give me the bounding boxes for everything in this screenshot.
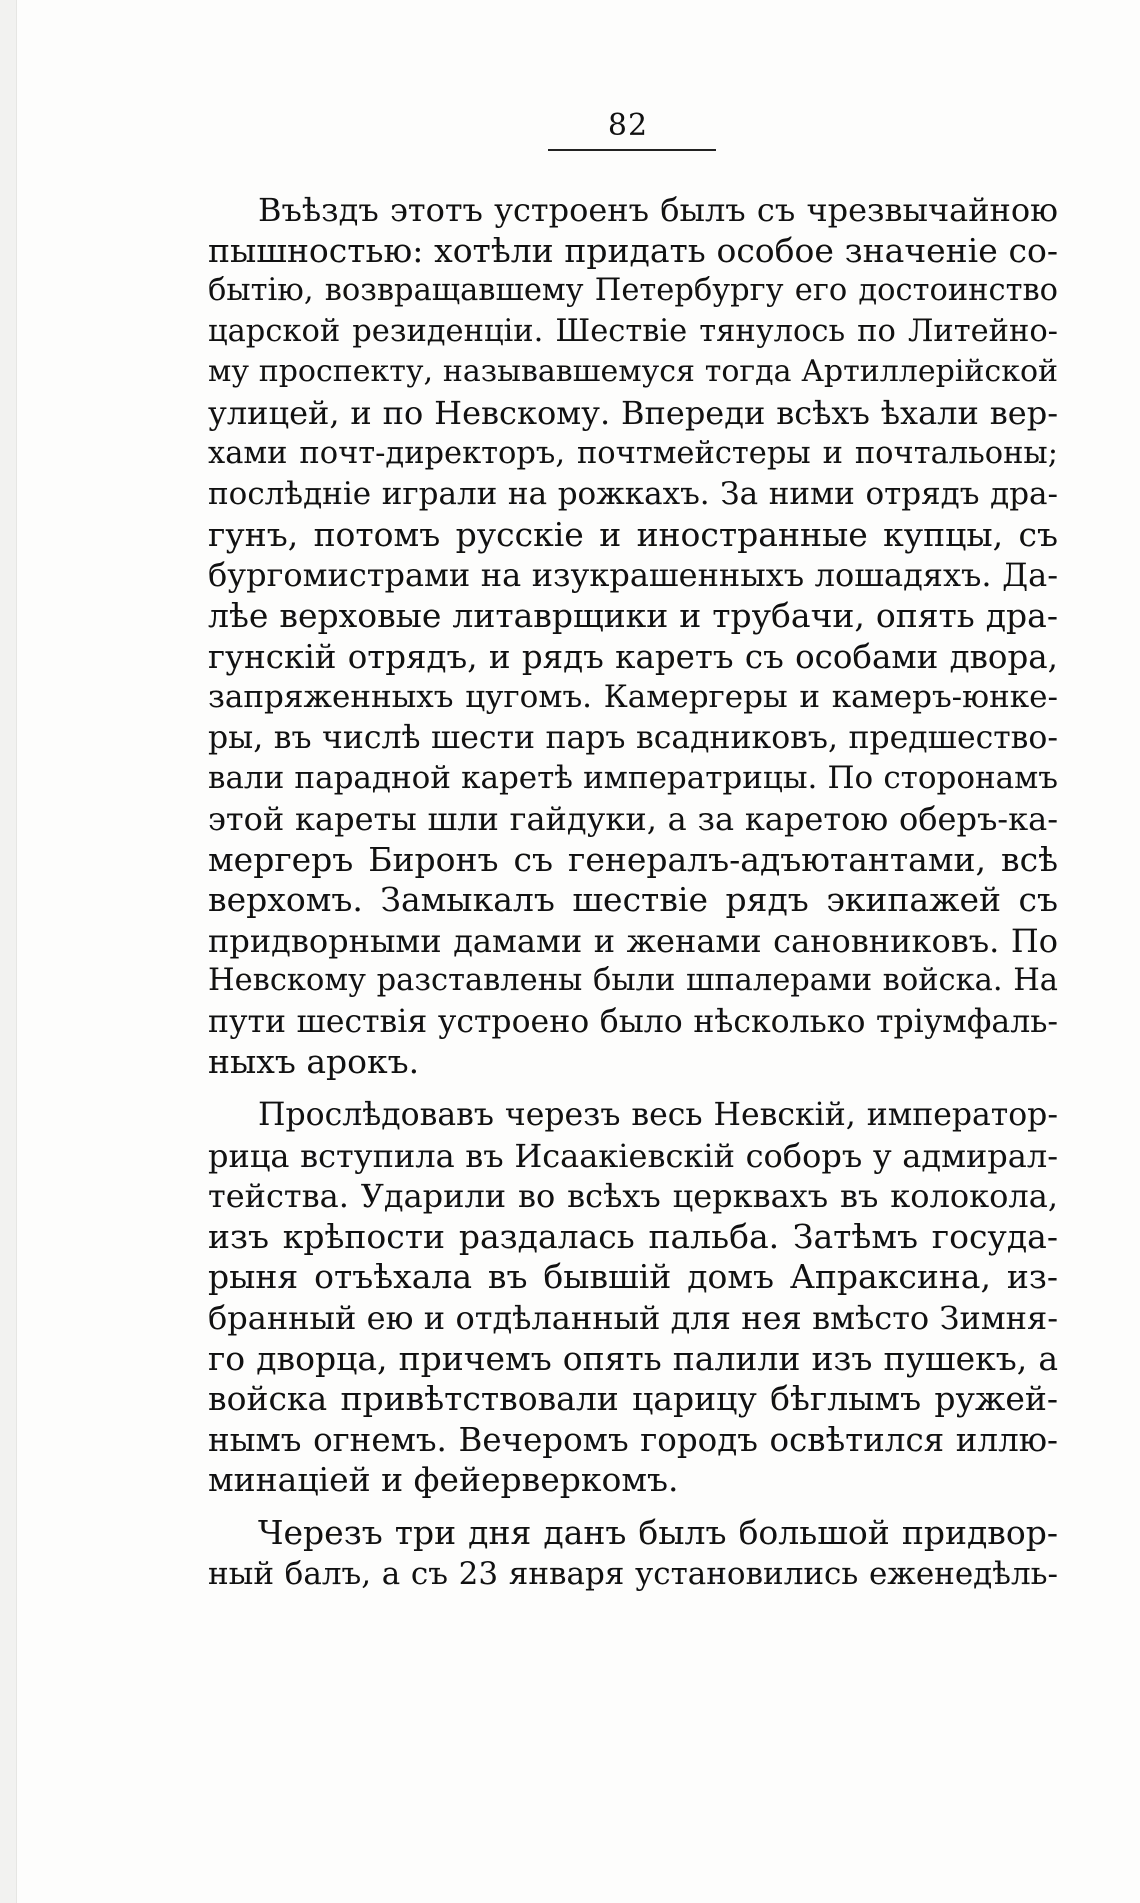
text-line: Невскому разставлены были шпалерами войска. На: [208, 963, 1058, 999]
text-line: ры, въ числѣ шести паръ всадниковъ, предшество-: [208, 719, 1058, 756]
paragraph-spacer: [208, 1501, 1058, 1513]
text-line: гунъ, потомъ русскіе и иностранные купцы, съ: [208, 514, 1058, 554]
text-line: рыня отъѣхала въ бывшій домъ Апраксина, из-: [208, 1257, 1058, 1297]
text-line: Въѣздъ этотъ устроенъ былъ съ чрезвычайною: [258, 191, 1058, 229]
text-line: рица вступила въ Исаакіевскій соборъ у адмирал-: [208, 1136, 1058, 1175]
text-line: запряженныхъ цугомъ. Камергеры и камеръ-юнке-: [208, 679, 1058, 716]
text-line: бранный ею и отдѣланный для нея вмѣсто Зимня-: [208, 1299, 1058, 1338]
text-line: минаціей и фейерверкомъ.: [208, 1460, 679, 1500]
paragraph-spacer: [208, 1083, 1058, 1095]
text-line: бургомистрами на изукрашенныхъ лошадяхъ. Да-: [208, 556, 1058, 595]
text-line: гунскій отрядъ, и рядъ каретъ съ особами двора,: [208, 637, 1058, 676]
paragraph-1: [208, 190, 1058, 1083]
text-line: этой кареты шли гайдуки, а за каретою оберъ-ка-: [208, 799, 1058, 838]
text-line: бытію, возвращавшему Петербургу его достоинство: [208, 273, 1058, 309]
text-line: тейства. Ударили во всѣхъ церквахъ въ колокола,: [208, 1177, 1058, 1216]
text-line: послѣдніе играли на рожкахъ. За ними отрядъ дра-: [208, 476, 1058, 513]
text-line: вали парадной каретѣ императрицы. По сторонамъ: [208, 760, 1058, 797]
paragraph-2: [208, 1095, 1058, 1501]
text-line: лѣе верховые литаврщики и трубачи, опять дра-: [208, 595, 1058, 635]
paragraph-3: [208, 1513, 1058, 1594]
text-line: го дворца, причемъ опять палили изъ пушекъ, а: [208, 1338, 1058, 1378]
text-line: хами почт-директоръ, почтмейстеры и почтальоны;: [208, 435, 1058, 471]
body-text: [208, 190, 1058, 1594]
text-line: му проспекту, называвшемуся тогда Артиллерійской: [208, 354, 1058, 390]
text-line: пути шествія устроено было нѣсколько тріумфаль-: [208, 1003, 1058, 1040]
text-line: придворными дамами и женами сановниковъ. По: [208, 921, 1058, 960]
text-line: Прослѣдовавъ черезъ весь Невскій, император-: [258, 1097, 1058, 1134]
page-left-edge: [0, 0, 17, 1903]
page-number-rule: [548, 149, 716, 151]
text-line: улицей, и по Невскому. Впереди всѣхъ ѣхали вер-: [208, 393, 1058, 432]
page-number: 82: [607, 108, 649, 143]
text-line: нымъ огнемъ. Вечеромъ городъ освѣтился иллю-: [208, 1420, 1058, 1459]
text-line: изъ крѣпости раздалась пальба. Затѣмъ госуда-: [208, 1216, 1058, 1256]
text-line: ный балъ, а съ 23 января установились еженедѣль-: [208, 1555, 1058, 1592]
text-line: ныхъ арокъ.: [208, 1042, 420, 1082]
text-line: Черезъ три дня данъ былъ большой придвор-: [258, 1513, 1058, 1552]
text-line: мергеръ Биронъ съ генералъ-адъютантами, всѣ: [208, 839, 1058, 879]
text-line: пышностью: хотѣли придать особое значеніе со-: [208, 230, 1058, 270]
text-line: царской резиденціи. Шествіе тянулось по Литейно-: [208, 313, 1058, 349]
text-line: верхомъ. Замыкалъ шествіе рядъ экипажей съ: [208, 880, 1058, 920]
text-line: войска привѣтствовали царицу бѣглымъ ружей-: [208, 1379, 1058, 1419]
